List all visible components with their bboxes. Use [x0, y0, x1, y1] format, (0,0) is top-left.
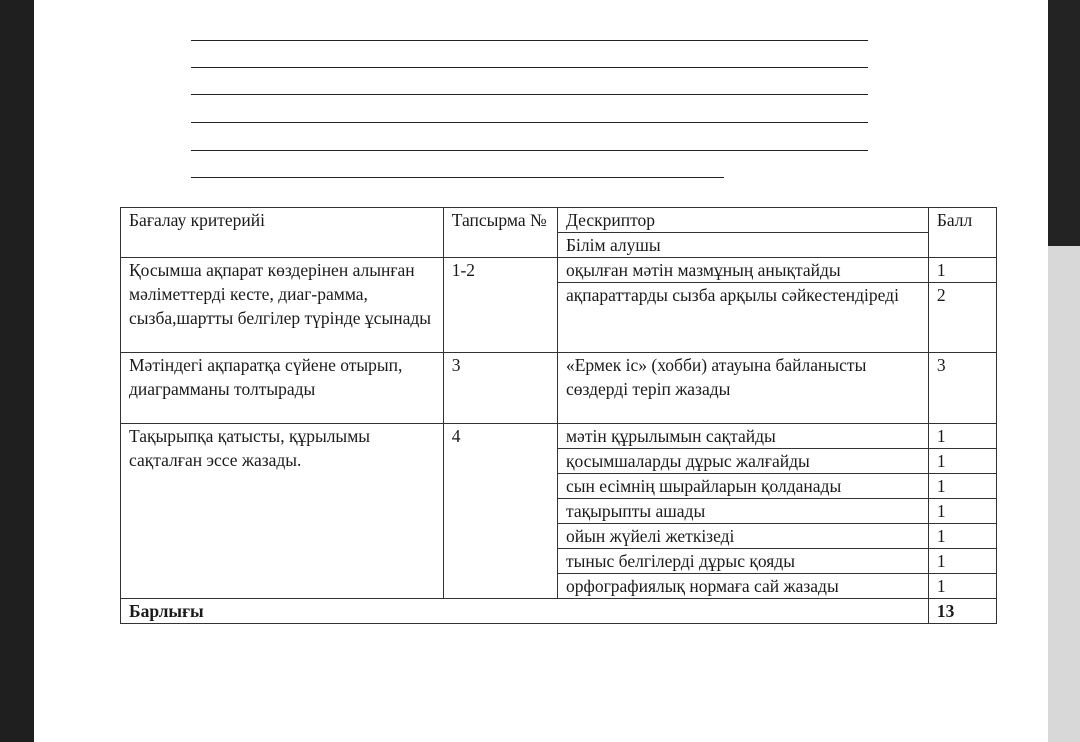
header-score: Балл: [928, 208, 996, 258]
left-dark-margin: [0, 0, 34, 742]
answer-line: [191, 122, 868, 123]
descriptor-cell: сын есімнің шырайларын қолданады: [557, 474, 928, 499]
criteria-cell: Мәтіндегі ақпаратқа сүйене отырып, диаграмманы толтырады: [121, 353, 444, 424]
score-cell: 2: [928, 283, 996, 353]
table-header-row: [121, 208, 997, 233]
total-score: 13: [928, 599, 996, 624]
criteria-cell: Тақырыпқа қатысты, құрылымы сақталған эссе жазады.: [121, 424, 444, 599]
table-row: [121, 353, 997, 424]
task-cell: 4: [443, 424, 557, 599]
total-label: Барлығы: [121, 599, 929, 624]
descriptor-cell: мәтін құрылымын сақтайды: [557, 424, 928, 449]
score-cell: 1: [928, 574, 996, 599]
score-cell: 1: [928, 258, 996, 283]
scrollbar-track[interactable]: [1048, 246, 1080, 742]
total-row: [121, 599, 997, 624]
answer-line: [191, 40, 868, 41]
descriptor-cell: қосымшаларды дұрыс жалғайды: [557, 449, 928, 474]
score-cell: 1: [928, 449, 996, 474]
header-descriptor-sub: Білім алушы: [557, 233, 928, 258]
answer-line: [191, 150, 868, 151]
criteria-cell: Қосымша ақпарат көздерінен алынған мәліметтерді кесте, диаг-рамма, сызба,шартты белгілер түрінде ұсынады: [121, 258, 444, 353]
answer-line: [191, 94, 868, 95]
header-task: Тапсырма №: [443, 208, 557, 258]
descriptor-cell: «Ермек іс» (хобби) атауына байланысты сөздерді теріп жазады: [557, 353, 928, 424]
answer-line: [191, 177, 724, 178]
descriptor-cell: ақпараттарды сызба арқылы сәйкестендіреді: [557, 283, 928, 353]
score-cell: 1: [928, 474, 996, 499]
score-cell: 3: [928, 353, 996, 424]
header-criteria: Бағалау критерийі: [121, 208, 444, 258]
descriptor-cell: ойын жүйелі жеткізеді: [557, 524, 928, 549]
table-row: [121, 258, 997, 283]
table-row: [121, 424, 997, 449]
document-page: [34, 0, 1048, 742]
task-cell: 3: [443, 353, 557, 424]
score-cell: 1: [928, 424, 996, 449]
descriptor-cell: орфографиялық нормаға сай жазады: [557, 574, 928, 599]
descriptor-cell: тыныс белгілерді дұрыс қояды: [557, 549, 928, 574]
score-cell: 1: [928, 499, 996, 524]
score-cell: 1: [928, 524, 996, 549]
task-cell: 1-2: [443, 258, 557, 353]
header-descriptor: Дескриптор: [557, 208, 928, 233]
right-dark-margin: [1048, 0, 1080, 246]
descriptor-cell: тақырыпты ашады: [557, 499, 928, 524]
score-cell: 1: [928, 549, 996, 574]
answer-line: [191, 67, 868, 68]
assessment-criteria-table: [120, 207, 997, 624]
descriptor-cell: оқылған мәтін мазмұның анықтайды: [557, 258, 928, 283]
